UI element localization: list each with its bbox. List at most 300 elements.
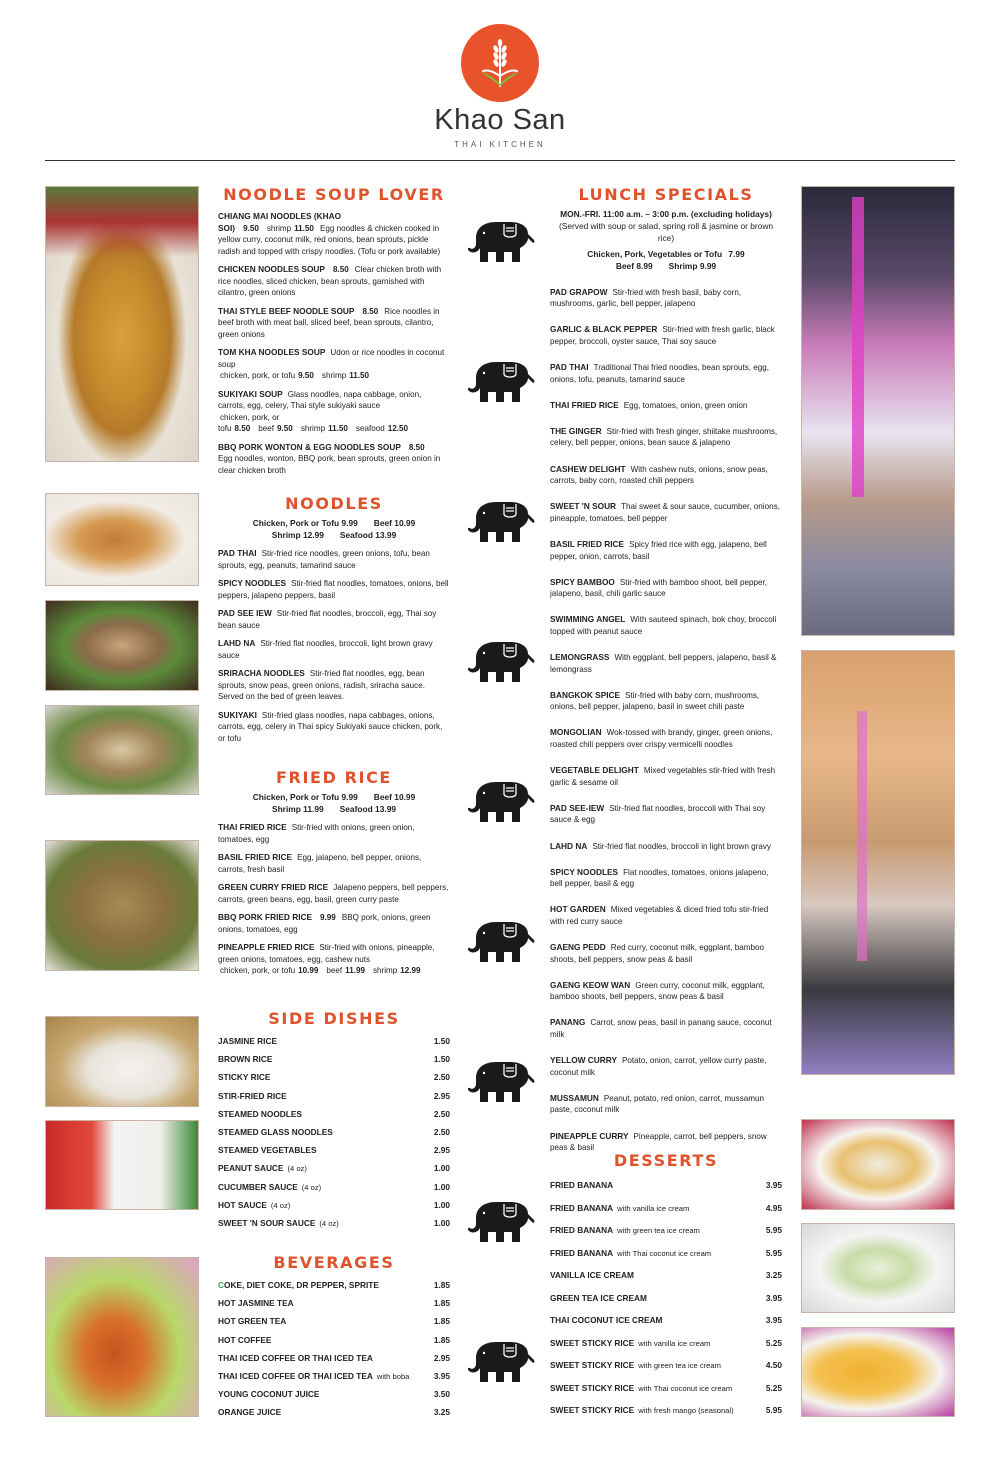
item-name: STEAMED GLASS NOODLES [218, 1127, 333, 1138]
item-name: SWIMMING ANGEL [550, 614, 626, 625]
menu-item [550, 539, 782, 562]
item-name: STICKY RICE [218, 1072, 271, 1083]
photo-dessert-fried-banana [801, 1119, 955, 1210]
item-name: BASIL FRIED RICE [218, 852, 293, 862]
item-desc: With sauteed spinach, bok choy, broccoli topped with peanut sauce [550, 615, 777, 636]
item-name: SRIRACHA NOODLES [218, 668, 305, 678]
item-price: 11.50 [328, 424, 348, 433]
item-price: 1.85 [433, 1316, 450, 1327]
logo-badge [461, 24, 539, 102]
section-title: NOODLE SOUP LOVER [223, 185, 445, 204]
item-options: chicken, pork, or tofu [220, 371, 296, 380]
menu-item [550, 942, 782, 965]
item-name: SWEET STICKY RICE [550, 1405, 635, 1416]
beverages-section [218, 1253, 450, 1422]
item-name: SWEET STICKY RICE [550, 1337, 635, 1348]
menu-row [550, 1377, 782, 1400]
photo-restaurant-interior-2 [801, 650, 955, 1075]
menu-item [550, 652, 782, 675]
item-desc: Potato, onion, carrot, yellow curry paste, coconut milk [550, 1056, 767, 1077]
item-desc: Thai sweet & sour sauce, cucumber, onions, pineapple, tomatoes, bell pepper [550, 502, 780, 523]
menu-item [218, 306, 450, 341]
item-price: 10.99 [298, 966, 319, 975]
item-name: SPICY BAMBOO [550, 576, 615, 587]
item-desc: Peanut, potato, red onion, carrot, mussamun paste, coconut milk [550, 1093, 765, 1115]
item-name: THAI FRIED RICE [218, 822, 287, 832]
menu-row [218, 1196, 450, 1214]
item-name: CHIANG MAI NOODLES (KHAO SOI) [218, 211, 342, 233]
menu-item [550, 727, 782, 750]
item-note: with fresh mango (seasonal) [638, 1406, 734, 1416]
item-label [218, 1353, 373, 1363]
menu-row [550, 1287, 782, 1310]
item-label [550, 1338, 710, 1348]
item-option-shrimp: shrimp [372, 966, 398, 975]
item-name: PEANUT SAUCE [218, 1163, 284, 1174]
item-name: THAI STYLE BEEF NOODLE SOUP [218, 305, 355, 316]
item-note: with Thai coconut ice cream [617, 1248, 712, 1258]
item-desc: Stir-fried glass noodles, napa cabbages, onions, carrots, egg, celery in Thai spicy Sukiyaki sauce chicken, pork, or tofu [218, 710, 443, 743]
brand-name: Khao San [434, 104, 566, 136]
item-name: LAHD NA [218, 638, 256, 648]
item-label [550, 1270, 634, 1280]
menu-item [218, 668, 450, 703]
item-name: BBQ PORK FRIED RICE [218, 912, 313, 922]
menu-item [550, 1093, 782, 1116]
section-title: LUNCH SPECIALS [578, 185, 754, 204]
menu-item [550, 690, 782, 713]
lunch-specials-section [550, 185, 782, 1154]
menu-item [218, 912, 450, 935]
item-desc: Pineapple, carrot, bell peppers, snow peas & basil [550, 1131, 767, 1152]
item-price: 8.50 [408, 442, 425, 452]
item-name: LAHD NA [550, 840, 588, 851]
elephant-icon [466, 920, 536, 964]
menu-item [218, 370, 450, 382]
item-price: 5.25 [765, 1382, 782, 1393]
menu-item [550, 400, 782, 412]
item-price: 3.95 [765, 1315, 782, 1326]
item-price: 1.85 [433, 1280, 450, 1291]
desserts-section [550, 1151, 782, 1422]
item-name: CASHEW DELIGHT [550, 463, 626, 474]
item-label [218, 1072, 270, 1082]
item-price: 1.50 [433, 1054, 450, 1065]
item-name: SWEET STICKY RICE [550, 1360, 635, 1371]
item-name: PINEAPPLE CURRY [550, 1130, 629, 1141]
menu-row [550, 1174, 782, 1197]
item-label [218, 1389, 319, 1399]
item-desc: Stir-fried with baby corn, mushrooms, onions, bell pepper, jalapeno, basil in sweet chili paste [550, 690, 760, 712]
photo-dessert-ice-cream [801, 1223, 955, 1313]
item-label [218, 1091, 287, 1101]
photo-restaurant-interior-1 [801, 186, 955, 636]
item-price: 1.50 [433, 1036, 450, 1047]
rice-stalk-icon [461, 24, 539, 102]
item-name: PAD THAI [550, 362, 589, 373]
section-title: NOODLES [285, 494, 383, 513]
item-desc: Stir-fried flat noodles, broccoli, light brown gravy sauce [218, 639, 433, 660]
menu-item [218, 211, 450, 257]
menu-item [550, 904, 782, 927]
item-desc: Stir-fried with fresh garlic, black pepper, broccoli, oyster sauce, Thai soy sauce [550, 325, 775, 346]
menu-row [550, 1197, 782, 1220]
item-name: HOT COFFEE [218, 1334, 272, 1345]
item-name: JASMINE RICE [218, 1036, 278, 1047]
menu-row [218, 1123, 450, 1141]
item-desc: Stir-fried rice noodles, green onions, tofu, bean sprouts, egg, peanuts, tamarind sauce [218, 549, 430, 570]
item-options: chicken, pork, or tofu [220, 966, 296, 975]
item-name: PAD GRAPOW [550, 286, 608, 297]
item-label [218, 1316, 286, 1326]
item-price: 1.85 [433, 1298, 450, 1309]
item-name: PAD SEE-IEW [550, 802, 605, 813]
item-name: HOT GARDEN [550, 904, 606, 915]
menu-row [218, 1087, 450, 1105]
item-desc: Stir-fried flat noodles, broccoli, egg, Thai soy bean sauce [218, 609, 437, 630]
menu-row [218, 1312, 450, 1330]
item-name: COKE, DIET COKE, DR PEPPER, SPRITE [218, 1280, 379, 1291]
price-line: Shrimp 11.99 Seafood 13.99 [271, 804, 397, 814]
item-desc: Stir-fried flat noodles, broccoli with Thai soy sauce & egg [550, 803, 766, 825]
item-option-beef: beef [326, 966, 343, 975]
item-price: 3.95 [765, 1180, 782, 1191]
item-price: 5.25 [765, 1337, 782, 1348]
item-name: FRIED BANANA [550, 1202, 614, 1213]
menu-row [218, 1068, 450, 1086]
item-price: 3.95 [765, 1292, 782, 1303]
item-name: MUSSAMUN [550, 1092, 599, 1103]
item-option-shrimp: shrimp [300, 424, 326, 433]
item-label [550, 1248, 711, 1258]
item-desc: Stir-fried with bamboo shoot, bell pepper, jalapeno, basil, chili garlic sauce [550, 577, 767, 599]
menu-row [550, 1264, 782, 1287]
item-note: with green tea ice cream [638, 1361, 721, 1371]
menu-item [550, 614, 782, 637]
section-title: SIDE DISHES [268, 1009, 400, 1028]
item-label [218, 1036, 277, 1046]
menu-row [218, 1105, 450, 1123]
item-label [218, 1407, 281, 1417]
item-desc: Udon or rice noodles in coconut soup [218, 348, 445, 369]
elephant-icon [466, 220, 536, 264]
item-name: THAI FRIED RICE [550, 399, 619, 410]
item-name: HOT JASMINE TEA [218, 1298, 294, 1309]
item-desc: Stir-fried with fresh basil, baby corn, mushrooms, garlic, bell pepper, jalapeno [550, 287, 742, 309]
item-name: SUKIYAKI SOUP [218, 388, 283, 399]
menu-item [550, 980, 782, 1003]
item-name: YOUNG COCONUT JUICE [218, 1389, 320, 1400]
item-option-seafood: seafood [355, 424, 385, 433]
item-desc: Stir-fried with onions, green onion, tomatoes, egg [218, 823, 415, 844]
item-label [550, 1225, 700, 1235]
item-desc: Mixed vegetables stir-fried with fresh garlic & sesame oil [550, 766, 776, 787]
item-price: 5.95 [765, 1225, 782, 1236]
item-name: ORANGE JUICE [218, 1407, 282, 1418]
item-price: 5.95 [765, 1405, 782, 1416]
item-name: SPICY NOODLES [550, 866, 619, 877]
menu-item [218, 264, 450, 299]
menu-row [218, 1403, 450, 1421]
item-name: THAI COCONUT ICE CREAM [550, 1315, 663, 1326]
menu-item [550, 501, 782, 524]
item-price: 9.50 [277, 424, 293, 433]
item-label [218, 1218, 339, 1228]
item-price: 11.99 [345, 966, 365, 975]
item-desc: Wok-tossed with brandy, ginger, green onions, roasted chili peppers over crispy vermicelli noodles [550, 728, 773, 749]
menu-row [218, 1349, 450, 1367]
item-note: with boba [376, 1372, 410, 1382]
item-desc: Egg, tomatoes, onion, green onion [623, 400, 748, 410]
item-name: GARLIC & BLACK PEPPER [550, 324, 658, 335]
item-desc: Clear chicken broth with rice noodles, sliced chicken, bean sprouts, garnished with cilantro, green onions [218, 265, 442, 297]
menu-row [218, 1141, 450, 1159]
item-name: GREEN CURRY FRIED RICE [218, 882, 329, 892]
item-desc: Stir-fried flat noodles, tomatoes, onions, bell peppers, jalapeno peppers, basil [218, 579, 449, 600]
menu-row [550, 1399, 782, 1422]
item-options: chicken, pork, or tofu [218, 412, 280, 433]
menu-row [218, 1032, 450, 1050]
item-extra-price: 11.50 [349, 371, 370, 380]
noodles-section [218, 494, 450, 744]
item-label [218, 1371, 409, 1381]
item-name: FRIED BANANA [550, 1247, 614, 1258]
section-title: DESSERTS [613, 1151, 719, 1170]
menu-item [550, 577, 782, 600]
item-note: with vanilla ice cream [617, 1203, 690, 1213]
section-title: BEVERAGES [273, 1253, 395, 1272]
lunch-served-with: (Served with soup or salad, spring roll & jasmine or brown rice) [558, 221, 774, 243]
elephant-icon [466, 1200, 536, 1244]
price-line: Chicken, Pork or Tofu 9.99 Beef 10.99 [252, 518, 416, 528]
item-extra: shrimp [266, 223, 292, 233]
item-price: 12.50 [387, 424, 408, 433]
price-line: Chicken, Pork, Vegetables or Tofu 7.99 [587, 249, 745, 259]
item-label [218, 1109, 302, 1119]
menu-row [218, 1178, 450, 1196]
elephant-icon [466, 1340, 536, 1384]
item-name: BANGKOK SPICE [550, 689, 621, 700]
menu-item [550, 867, 782, 890]
menu-item [218, 442, 450, 477]
item-desc: Stir-fried with fresh ginger, shiitake mushrooms, celery, bell pepper, onions, bean sauce & jalapeno [550, 426, 778, 448]
item-desc: Jalapeno peppers, bell peppers, carrots, green beans, egg, basil, green curry paste [218, 883, 449, 904]
photo-fried-rice [45, 840, 199, 971]
item-name: PANANG [550, 1017, 586, 1028]
menu-row [550, 1309, 782, 1332]
item-name: THAI ICED COFFEE OR THAI ICED TEA [218, 1371, 373, 1382]
item-price: 9.50 [243, 223, 259, 233]
item-label [218, 1182, 321, 1192]
photo-sticky-rice [45, 1016, 199, 1107]
brand-tagline: THAI KITCHEN [454, 140, 546, 149]
side-dishes-section [218, 1009, 450, 1232]
item-label [218, 1298, 294, 1308]
item-note: (4 oz) [287, 1164, 307, 1174]
menu-item [218, 710, 450, 745]
item-desc: Mixed vegetables & diced fried tofu stir-fried with red curry sauce [550, 905, 769, 926]
lunch-hours: MON.-FRI. 11:00 a.m. – 3:00 p.m. (excluding holidays) [560, 209, 772, 219]
item-desc: Egg noodles & chicken cooked in yellow curry, coconut milk, red onions, bean sprouts, pickle radish and topped with crispy noodles. (Tofu or pork available) [218, 223, 441, 256]
item-desc: Stir-fried flat noodles, egg, bean sprouts, snow peas, green onions, radish, sriracha sauce. Served on the bed of green leaves. [218, 669, 425, 701]
menu-row [218, 1276, 450, 1294]
menu-row [218, 1050, 450, 1068]
photo-dessert-mango-sticky-rice [801, 1327, 955, 1417]
item-name: BROWN RICE [218, 1054, 273, 1065]
menu-item [218, 389, 450, 435]
item-price: 3.25 [433, 1407, 450, 1418]
item-desc: Spicy fried rice with egg, jalapeno, bell pepper, onion, carrots, basil [550, 540, 767, 561]
item-name: PAD SEE IEW [218, 608, 272, 618]
item-name: BASIL FRIED RICE [550, 539, 625, 549]
menu-item [550, 1017, 782, 1040]
item-option-beef: beef [258, 424, 275, 433]
item-desc: Stir-fried with onions, pineapple, green onions, tomatoes, egg, cashew nuts [218, 943, 435, 964]
item-desc: With eggplant, bell peppers, jalapeno, basil & lemongrass [550, 653, 777, 674]
item-price: 9.99 [320, 913, 336, 922]
item-label [550, 1315, 662, 1325]
item-name: CHICKEN NOODLES SOUP [218, 264, 325, 274]
item-name: BBQ PORK WONTON & EGG NOODLES SOUP [218, 441, 401, 452]
item-name: FRIED BANANA [550, 1180, 614, 1191]
photo-sukiyaki [45, 705, 199, 795]
item-desc: Carrot, snow peas, basil in panang sauce, coconut milk [550, 1018, 772, 1039]
item-price: 2.95 [433, 1090, 450, 1101]
item-name: LEMONGRASS [550, 652, 610, 663]
item-note: (4 oz) [301, 1182, 322, 1192]
item-name: STEAMED VEGETABLES [218, 1145, 317, 1156]
item-name: STEAMED NOODLES [218, 1108, 302, 1119]
item-name: GREEN TEA ICE CREAM [550, 1292, 647, 1303]
menu-item [550, 841, 782, 853]
menu-item [218, 608, 450, 631]
item-price: 8.50 [362, 306, 379, 316]
menu-item [218, 347, 450, 370]
menu-row [550, 1219, 782, 1242]
item-name: VEGETABLE DELIGHT [550, 765, 639, 776]
item-price: 5.95 [765, 1247, 782, 1258]
item-price: 3.25 [765, 1270, 782, 1281]
menu-row [218, 1331, 450, 1349]
item-name: SWEET STICKY RICE [550, 1382, 635, 1393]
item-price: 12.99 [400, 966, 421, 975]
item-name: HOT SAUCE [218, 1199, 267, 1210]
item-desc: Glass noodles, napa cabbage, onion, carrots, egg, celery, Thai style sukiyaki sauce [218, 389, 422, 410]
item-name: THE GINGER [550, 425, 602, 436]
item-name: TOM KHA NOODLES SOUP [218, 347, 326, 357]
item-label [550, 1383, 732, 1393]
noodle-soup-section [218, 185, 450, 476]
item-name: PAD THAI [218, 548, 257, 558]
item-name: SWEET 'N SOUR [550, 501, 617, 512]
menu-row [550, 1242, 782, 1265]
elephant-icon [466, 360, 536, 404]
item-name: SWEET 'N SOUR SAUCE [218, 1217, 316, 1228]
menu-item [550, 765, 782, 788]
item-label [550, 1180, 613, 1190]
item-name: YELLOW CURRY [550, 1055, 617, 1066]
menu-item [550, 426, 782, 449]
item-desc: Egg noodles, wonton, BBQ pork, bean sprouts, green onion in clear chicken broth [218, 454, 441, 475]
item-name: MONGOLIAN [550, 727, 602, 738]
menu-row [550, 1354, 782, 1377]
item-price: 2.95 [433, 1145, 450, 1156]
item-name: SPICY NOODLES [218, 578, 287, 588]
elephant-icon [466, 500, 536, 544]
price-line: Chicken, Pork or Tofu 9.99 Beef 10.99 [252, 792, 416, 802]
elephant-icon [466, 780, 536, 824]
photo-spicy-noodles [45, 600, 199, 691]
menu-row [218, 1294, 450, 1312]
item-price: 8.50 [234, 424, 251, 433]
item-name: PINEAPPLE FRIED RICE [218, 942, 315, 952]
photo-sweet-chili-sauce [45, 1120, 199, 1210]
item-label [550, 1293, 647, 1303]
item-price: 3.95 [433, 1371, 450, 1382]
item-desc: With cashew nuts, onions, snow peas, carrots, baby corn, roasted chili peppers [550, 464, 768, 486]
menu-item [218, 638, 450, 661]
item-price: 1.00 [433, 1199, 450, 1210]
item-name: CUCUMBER SAUCE [218, 1181, 298, 1192]
section-title: FRIED RICE [276, 768, 392, 787]
item-name: VANILLA ICE CREAM [550, 1270, 634, 1281]
fried-rice-section [218, 768, 450, 977]
menu-item [218, 822, 450, 845]
item-price: 4.95 [765, 1202, 782, 1213]
item-note: (4 oz) [319, 1218, 339, 1228]
item-label [218, 1200, 290, 1210]
item-name: STIR-FRIED RICE [218, 1090, 287, 1101]
item-name: GAENG KEOW WAN [550, 979, 631, 990]
item-extra: shrimp [321, 371, 347, 380]
item-name: HOT GREEN TEA [218, 1316, 287, 1327]
menu-row [218, 1214, 450, 1232]
menu-item [550, 362, 782, 385]
menu-item [218, 942, 450, 977]
item-label [218, 1163, 307, 1173]
item-label [218, 1335, 271, 1345]
menu-item [550, 464, 782, 487]
item-price: 1.00 [433, 1163, 450, 1174]
item-price: 4.50 [765, 1360, 782, 1371]
item-price: 8.50 [332, 265, 349, 274]
menu-item [218, 852, 450, 875]
item-label [218, 1145, 317, 1155]
item-price: 1.85 [433, 1334, 450, 1345]
item-price: 9.50 [298, 371, 314, 380]
item-desc: BBQ pork, onions, green onions, tomatoes, egg [218, 913, 431, 934]
menu-item [550, 324, 782, 347]
item-price: 2.50 [433, 1072, 450, 1083]
item-label [550, 1203, 689, 1213]
item-desc: Egg, jalapeno, bell pepper, onions, carrots, fresh basil [218, 853, 422, 874]
item-label [550, 1405, 734, 1415]
price-line: Beef 8.99 Shrimp 9.99 [615, 261, 717, 271]
item-name: THAI ICED COFFEE OR THAI ICED TEA [218, 1352, 373, 1363]
item-price: 2.50 [433, 1127, 450, 1138]
item-note: (4 oz) [270, 1200, 291, 1210]
item-price: 1.00 [433, 1217, 450, 1228]
menu-item [550, 1055, 782, 1078]
item-extra-price: 11.50 [294, 223, 314, 233]
item-desc: Red curry, coconut milk, eggplant, bamboo shoots, bell peppers, snow peas & basil [550, 943, 765, 964]
item-price: 1.00 [433, 1181, 450, 1192]
menu-row [550, 1332, 782, 1355]
menu-row [218, 1159, 450, 1177]
item-price: 2.50 [433, 1108, 450, 1119]
item-name: SUKIYAKI [218, 709, 257, 720]
menu-item [218, 548, 450, 571]
